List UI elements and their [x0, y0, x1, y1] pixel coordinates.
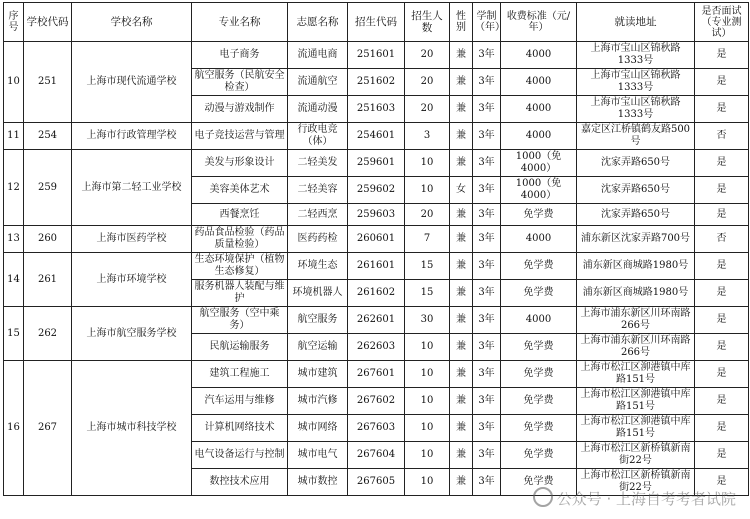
- cell-wish: 城市电气: [288, 442, 348, 469]
- header-interview: 是否面试（专业测试）: [695, 3, 749, 42]
- cell-count: 15: [405, 280, 450, 307]
- table-row: [4, 123, 749, 150]
- cell-years: 3年: [473, 226, 501, 253]
- cell-fee: 免学费: [501, 204, 577, 226]
- cell-fee: 4000: [501, 307, 577, 334]
- cell-address: 上海市浦东新区川环南路266号: [577, 334, 695, 361]
- cell-enroll-code: 251603: [348, 96, 405, 123]
- cell-gender: 兼: [450, 280, 473, 307]
- cell-wish: 医药药检: [288, 226, 348, 253]
- cell-count: 10: [405, 150, 450, 177]
- cell-interview: 是: [695, 69, 749, 96]
- cell-major: 西餐烹饪: [192, 204, 288, 226]
- cell-school-name: 上海市行政管理学校: [72, 123, 192, 150]
- cell-enroll-code: 267604: [348, 442, 405, 469]
- cell-fee: 4000: [501, 69, 577, 96]
- cell-interview: 是: [695, 253, 749, 280]
- cell-years: 3年: [473, 150, 501, 177]
- cell-count: 30: [405, 307, 450, 334]
- cell-interview: 是: [695, 442, 749, 469]
- cell-address: 上海市宝山区锦秋路1333号: [577, 69, 695, 96]
- cell-major: 民航运输服务: [192, 334, 288, 361]
- cell-years: 3年: [473, 361, 501, 388]
- cell-major: 动漫与游戏制作: [192, 96, 288, 123]
- cell-years: 3年: [473, 388, 501, 415]
- cell-wish: 环境机器人: [288, 280, 348, 307]
- cell-years: 3年: [473, 96, 501, 123]
- cell-fee: 免学费: [501, 361, 577, 388]
- cell-school-code: 261: [24, 253, 72, 307]
- cell-years: 3年: [473, 42, 501, 69]
- cell-seq: 13: [4, 226, 24, 253]
- cell-wish: 航空服务: [288, 307, 348, 334]
- cell-wish: 环境生态: [288, 253, 348, 280]
- cell-address: 沈家弄路650号: [577, 204, 695, 226]
- cell-wish: 城市汽修: [288, 388, 348, 415]
- cell-address: 上海市松江区泖港镇中库路151号: [577, 415, 695, 442]
- cell-wish: 行政电竞（体）: [288, 123, 348, 150]
- cell-count: 10: [405, 469, 450, 496]
- cell-fee: 4000: [501, 42, 577, 69]
- cell-wish: 流通电商: [288, 42, 348, 69]
- footer-watermark: [533, 487, 736, 509]
- cell-school-code: 260: [24, 226, 72, 253]
- cell-major: 电子商务: [192, 42, 288, 69]
- cell-fee: 1000（免4000）: [501, 177, 577, 204]
- cell-address: 上海市松江区新桥镇新南街22号: [577, 469, 695, 496]
- cell-wish: 二轻西烹: [288, 204, 348, 226]
- cell-school-code: 262: [24, 307, 72, 361]
- cell-address: 沈家弄路650号: [577, 177, 695, 204]
- header-major: 专业名称: [192, 3, 288, 42]
- header-seq: 序号: [4, 3, 24, 42]
- cell-major: 电子竞技运营与管理: [192, 123, 288, 150]
- cell-wish: 流通动漫: [288, 96, 348, 123]
- cell-address: 上海市松江区泖港镇中库路151号: [577, 388, 695, 415]
- cell-interview: 是: [695, 361, 749, 388]
- cell-gender: 兼: [450, 388, 473, 415]
- cell-address: 上海市浦东新区川环南路266号: [577, 307, 695, 334]
- cell-major: 电气设备运行与控制: [192, 442, 288, 469]
- table-row: [4, 150, 749, 177]
- cell-fee: 4000: [501, 123, 577, 150]
- cell-interview: 是: [695, 204, 749, 226]
- table-body: [4, 42, 749, 496]
- cell-seq: 10: [4, 42, 24, 123]
- admissions-table: [3, 2, 749, 496]
- cell-interview: 是: [695, 150, 749, 177]
- cell-enroll-code: 251601: [348, 42, 405, 69]
- header-row: [4, 3, 749, 42]
- cell-address: 嘉定区江桥镇鹤友路500号: [577, 123, 695, 150]
- cell-interview: 是: [695, 388, 749, 415]
- cell-school-name: 上海市第二轻工业学校: [72, 150, 192, 226]
- cell-gender: 兼: [450, 96, 473, 123]
- cell-count: 10: [405, 388, 450, 415]
- cell-interview: 否: [695, 226, 749, 253]
- table-row: [4, 307, 749, 334]
- table-row: [4, 253, 749, 280]
- cell-address: 上海市宝山区锦秋路1333号: [577, 96, 695, 123]
- cell-seq: 16: [4, 361, 24, 496]
- cell-years: 3年: [473, 69, 501, 96]
- cell-years: 3年: [473, 307, 501, 334]
- header-gender: 性别: [450, 3, 473, 42]
- cell-count: 10: [405, 415, 450, 442]
- cell-interview: 是: [695, 96, 749, 123]
- cell-gender: 兼: [450, 150, 473, 177]
- cell-interview: 是: [695, 42, 749, 69]
- cell-school-code: 267: [24, 361, 72, 496]
- cell-years: 3年: [473, 442, 501, 469]
- cell-count: 15: [405, 253, 450, 280]
- cell-count: 10: [405, 177, 450, 204]
- cell-school-name: 上海市城市科技学校: [72, 361, 192, 496]
- cell-school-name: 上海市医药学校: [72, 226, 192, 253]
- cell-wish: 二轻美发: [288, 150, 348, 177]
- header-address: 就读地址: [577, 3, 695, 42]
- cell-school-name: 上海市现代流通学校: [72, 42, 192, 123]
- cell-fee: 4000: [501, 226, 577, 253]
- cell-seq: 15: [4, 307, 24, 361]
- cell-years: 3年: [473, 469, 501, 496]
- cell-gender: 兼: [450, 307, 473, 334]
- cell-gender: 兼: [450, 334, 473, 361]
- cell-interview: 是: [695, 469, 749, 496]
- cell-interview: 是: [695, 280, 749, 307]
- cell-wish: 城市数控: [288, 469, 348, 496]
- cell-years: 3年: [473, 253, 501, 280]
- cell-enroll-code: 262603: [348, 334, 405, 361]
- cell-interview: 是: [695, 307, 749, 334]
- header-school-name: 学校名称: [72, 3, 192, 42]
- cell-address: 浦东新区沈家弄路700号: [577, 226, 695, 253]
- cell-school-name: 上海市环境学校: [72, 253, 192, 307]
- cell-fee: 免学费: [501, 442, 577, 469]
- cell-interview: 是: [695, 177, 749, 204]
- cell-enroll-code: 267602: [348, 388, 405, 415]
- cell-fee: 免学费: [501, 280, 577, 307]
- cell-major: 建筑工程施工: [192, 361, 288, 388]
- cell-enroll-code: 259601: [348, 150, 405, 177]
- cell-count: 20: [405, 96, 450, 123]
- cell-major: 药品食品检验（药品质量检验）: [192, 226, 288, 253]
- cell-address: 沈家弄路650号: [577, 150, 695, 177]
- cell-major: 生态环境保护（植物生态修复）: [192, 253, 288, 280]
- table-row: [4, 226, 749, 253]
- cell-major: 汽车运用与维修: [192, 388, 288, 415]
- cell-wish: 流通航空: [288, 69, 348, 96]
- cell-school-code: 259: [24, 150, 72, 226]
- cell-enroll-code: 262601: [348, 307, 405, 334]
- table-row: [4, 361, 749, 388]
- cell-major: 航空服务（空中乘务）: [192, 307, 288, 334]
- cell-gender: 兼: [450, 123, 473, 150]
- cell-wish: 航空运输: [288, 334, 348, 361]
- header-school-code: 学校代码: [24, 3, 72, 42]
- cell-enroll-code: 267601: [348, 361, 405, 388]
- cell-gender: 兼: [450, 415, 473, 442]
- header-years: 学制（年）: [473, 3, 501, 42]
- cell-years: 3年: [473, 204, 501, 226]
- cell-school-code: 254: [24, 123, 72, 150]
- cell-enroll-code: 254601: [348, 123, 405, 150]
- cell-address: 浦东新区商城路1980号: [577, 280, 695, 307]
- cell-fee: 免学费: [501, 334, 577, 361]
- cell-gender: 兼: [450, 469, 473, 496]
- cell-seq: 14: [4, 253, 24, 307]
- cell-address: 上海市松江区泖港镇中库路151号: [577, 361, 695, 388]
- cell-years: 3年: [473, 415, 501, 442]
- cell-fee: 1000（免4000）: [501, 150, 577, 177]
- cell-school-name: 上海市航空服务学校: [72, 307, 192, 361]
- cell-seq: 11: [4, 123, 24, 150]
- header-wish: 志愿名称: [288, 3, 348, 42]
- cell-seq: 12: [4, 150, 24, 226]
- cell-wish: 二轻美容: [288, 177, 348, 204]
- cell-school-code: 251: [24, 42, 72, 123]
- cell-enroll-code: 260601: [348, 226, 405, 253]
- cell-count: 10: [405, 361, 450, 388]
- cell-years: 3年: [473, 123, 501, 150]
- cell-fee: 免学费: [501, 253, 577, 280]
- cell-count: 10: [405, 334, 450, 361]
- cell-interview: 是: [695, 334, 749, 361]
- cell-interview: 是: [695, 415, 749, 442]
- cell-enroll-code: 259602: [348, 177, 405, 204]
- cell-count: 20: [405, 42, 450, 69]
- cell-major: 航空服务（民航安全检查）: [192, 69, 288, 96]
- cell-major: 美容美体艺术: [192, 177, 288, 204]
- cell-enroll-code: 261602: [348, 280, 405, 307]
- cell-gender: 兼: [450, 442, 473, 469]
- table-row: [4, 42, 749, 69]
- wechat-icon: [533, 487, 553, 507]
- cell-gender: 兼: [450, 69, 473, 96]
- cell-major: 美发与形象设计: [192, 150, 288, 177]
- cell-count: 10: [405, 442, 450, 469]
- cell-gender: 兼: [450, 226, 473, 253]
- cell-address: 上海市松江区新桥镇新南街22号: [577, 442, 695, 469]
- cell-years: 3年: [473, 334, 501, 361]
- cell-gender: 兼: [450, 361, 473, 388]
- cell-years: 3年: [473, 280, 501, 307]
- cell-address: 浦东新区商城路1980号: [577, 253, 695, 280]
- cell-fee: 免学费: [501, 415, 577, 442]
- cell-major: 数控技术应用: [192, 469, 288, 496]
- header-enroll-code: 招生代码: [348, 3, 405, 42]
- cell-gender: 兼: [450, 204, 473, 226]
- cell-enroll-code: 261601: [348, 253, 405, 280]
- cell-fee: 免学费: [501, 469, 577, 496]
- header-count: 招生人数: [405, 3, 450, 42]
- cell-gender: 兼: [450, 42, 473, 69]
- cell-fee: 免学费: [501, 388, 577, 415]
- cell-fee: 4000: [501, 96, 577, 123]
- cell-years: 3年: [473, 177, 501, 204]
- cell-wish: 城市网络: [288, 415, 348, 442]
- footer-watermark-text: 公众号 · 上海自考考者试院: [556, 490, 736, 508]
- cell-gender: 兼: [450, 253, 473, 280]
- cell-enroll-code: 259603: [348, 204, 405, 226]
- cell-major: 计算机网络技术: [192, 415, 288, 442]
- cell-count: 7: [405, 226, 450, 253]
- cell-major: 服务机器人装配与维护: [192, 280, 288, 307]
- cell-enroll-code: 267603: [348, 415, 405, 442]
- cell-interview: 否: [695, 123, 749, 150]
- cell-count: 20: [405, 204, 450, 226]
- cell-count: 20: [405, 69, 450, 96]
- cell-gender: 女: [450, 177, 473, 204]
- cell-address: 上海市宝山区锦秋路1333号: [577, 42, 695, 69]
- cell-wish: 城市建筑: [288, 361, 348, 388]
- cell-count: 3: [405, 123, 450, 150]
- cell-enroll-code: 251602: [348, 69, 405, 96]
- header-fee: 收费标准（元/年）: [501, 3, 577, 42]
- cell-enroll-code: 267605: [348, 469, 405, 496]
